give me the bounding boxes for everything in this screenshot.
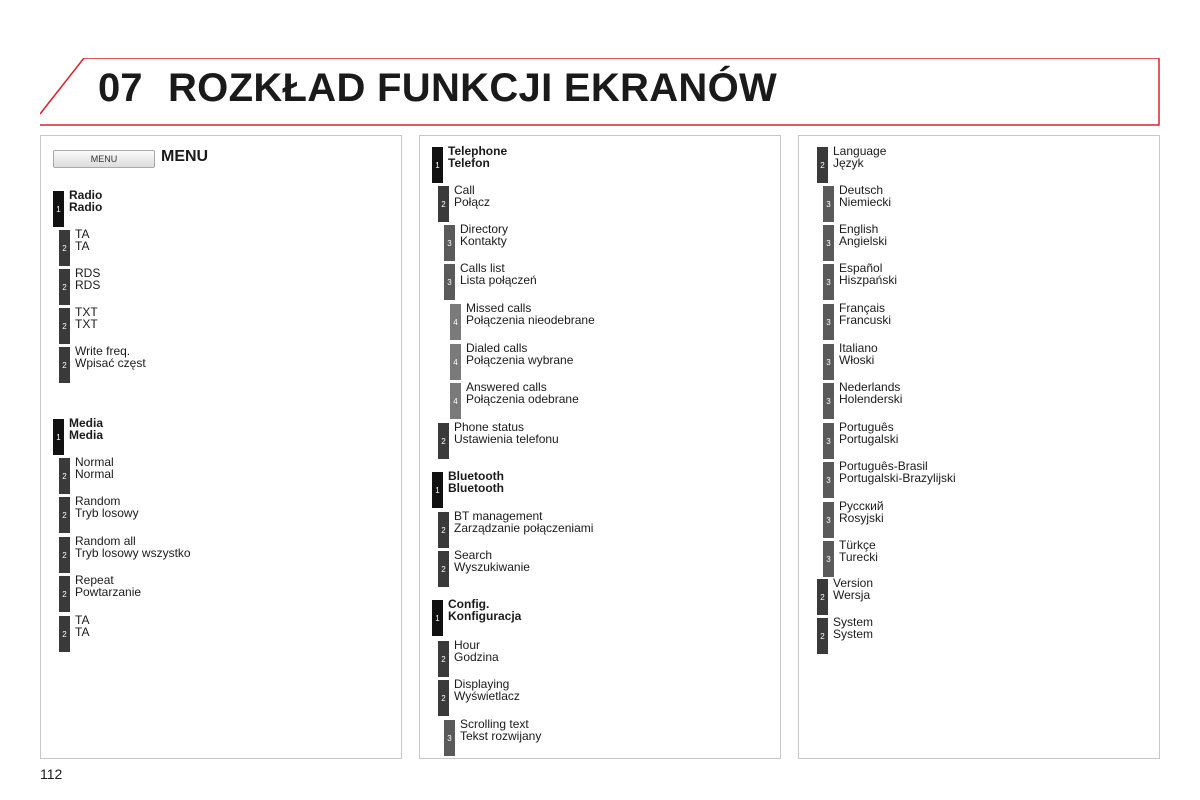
item-label-pl: Lista połączeń — [460, 273, 537, 287]
level-badge: 3 — [823, 264, 834, 300]
item-label-en: Version — [833, 576, 874, 590]
level-badge: 3 — [823, 225, 834, 261]
level-badge: 2 — [59, 458, 70, 494]
level-badge: 3 — [823, 304, 834, 340]
item-label-pl: Tryb losowy — [75, 506, 139, 520]
item-label-pl: Portugalski-Brazylijski — [839, 471, 956, 485]
item-label-pl: Połączenia nieodebrane — [466, 313, 595, 327]
item-label-en: English — [839, 222, 879, 236]
menu-item-text — [460, 262, 537, 286]
item-label-pl: Turecki — [839, 550, 878, 564]
level-badge: 2 — [438, 186, 449, 222]
level-badge: 3 — [823, 344, 834, 380]
menu-item-text — [833, 616, 873, 640]
level-badge: 3 — [823, 383, 834, 419]
item-label-en: Answered calls — [466, 380, 547, 394]
level-badge: 2 — [817, 579, 828, 615]
menu-item-text — [454, 678, 520, 702]
item-label-pl: Połącz — [454, 195, 491, 209]
level-badge: 2 — [59, 537, 70, 573]
item-label-pl: Angielski — [839, 234, 888, 248]
level-badge: 1 — [53, 191, 64, 227]
menu-item-text — [75, 574, 141, 598]
item-label-pl: Wyszukiwanie — [454, 560, 530, 574]
menu-item-text — [69, 417, 103, 441]
menu-item-text — [833, 145, 886, 169]
item-label-en: Phone status — [454, 420, 525, 434]
menu-item-text — [75, 267, 100, 291]
level-badge: 2 — [817, 618, 828, 654]
item-label-pl: Wersja — [833, 588, 871, 602]
item-label-en: Repeat — [75, 573, 114, 587]
item-label-en: Español — [839, 261, 883, 275]
menu-item-text — [839, 539, 878, 563]
level-badge: 3 — [823, 502, 834, 538]
item-label-pl: Zarządzanie połączeniami — [454, 521, 594, 535]
level-badge: 3 — [823, 186, 834, 222]
item-label-pl: Wpisać częst — [75, 356, 146, 370]
item-label-en: Normal — [75, 455, 114, 469]
item-label-pl: Ustawienia telefonu — [454, 432, 559, 446]
item-label-pl: Tryb losowy wszystko — [75, 546, 191, 560]
menu-item-text — [833, 577, 873, 601]
item-label-en: Random — [75, 494, 121, 508]
level-badge: 2 — [59, 616, 70, 652]
menu-item-text — [454, 549, 530, 573]
level-badge: 3 — [823, 423, 834, 459]
level-badge: 2 — [438, 641, 449, 677]
menu-item-text — [839, 500, 884, 524]
page-number: 112 — [40, 766, 63, 782]
menu-item-text — [839, 342, 878, 366]
menu-item-text — [454, 639, 499, 663]
item-label-en: Telephone — [448, 144, 508, 158]
menu-item-text — [454, 510, 593, 534]
menu-item-text — [75, 495, 139, 519]
menu-item-text — [460, 223, 508, 247]
level-badge: 2 — [59, 347, 70, 383]
item-label-pl: Normal — [75, 467, 114, 481]
item-label-pl: Konfiguracja — [448, 609, 522, 623]
level-badge: 4 — [450, 383, 461, 419]
item-label-pl: System — [833, 627, 874, 641]
item-label-pl: Kontakty — [460, 234, 507, 248]
level-badge: 2 — [59, 308, 70, 344]
menu-item-text — [448, 470, 504, 494]
item-label-en: TA — [75, 227, 90, 241]
item-label-en: Português — [839, 420, 894, 434]
item-label-en: Italiano — [839, 341, 878, 355]
item-label-en: Dialed calls — [466, 341, 528, 355]
page-title: ROZKŁAD FUNKCJI EKRANÓW — [168, 66, 778, 110]
menu-item-text — [75, 614, 89, 638]
page-header — [40, 58, 1160, 126]
level-badge: 2 — [438, 551, 449, 587]
item-label-pl: Godzina — [454, 650, 499, 664]
menu-item-text — [460, 718, 541, 742]
menu-item-text — [75, 306, 98, 330]
item-label-en: RDS — [75, 266, 101, 280]
item-label-en: Missed calls — [466, 301, 532, 315]
item-label-en: Displaying — [454, 677, 510, 691]
column-telephone-config — [419, 135, 781, 759]
item-label-en: BT management — [454, 509, 543, 523]
menu-item-text — [839, 262, 897, 286]
item-label-en: Bluetooth — [448, 469, 504, 483]
level-badge: 2 — [59, 497, 70, 533]
column-language-system — [798, 135, 1160, 759]
item-label-en: Random all — [75, 534, 136, 548]
item-label-en: Hour — [454, 638, 481, 652]
level-badge: 1 — [432, 472, 443, 508]
item-label-en: Türkçe — [839, 538, 876, 552]
item-label-pl: Hiszpański — [839, 273, 898, 287]
level-badge: 2 — [817, 147, 828, 183]
level-badge: 1 — [53, 419, 64, 455]
item-label-en: Français — [839, 301, 886, 315]
item-label-pl: Media — [69, 428, 104, 442]
item-label-en: System — [833, 615, 874, 629]
level-badge: 4 — [450, 344, 461, 380]
item-label-en: Call — [454, 183, 475, 197]
level-badge: 3 — [444, 225, 455, 261]
level-badge: 2 — [438, 423, 449, 459]
item-label-en: Search — [454, 548, 493, 562]
level-badge: 2 — [59, 269, 70, 305]
menu-item-text — [454, 421, 559, 445]
item-label-en: Português-Brasil — [839, 459, 928, 473]
menu-item-text — [75, 535, 191, 559]
level-badge: 3 — [823, 462, 834, 498]
menu-item-text — [839, 381, 902, 405]
item-label-en: Directory — [460, 222, 509, 236]
item-label-pl: Włoski — [839, 353, 875, 367]
item-label-en: Русский — [839, 499, 884, 513]
item-label-en: Write freq. — [75, 344, 131, 358]
menu-item-text — [466, 342, 573, 366]
item-label-pl: Niemiecki — [839, 195, 892, 209]
item-label-en: Media — [69, 416, 104, 430]
menu-item-text — [454, 184, 490, 208]
item-label-en: Config. — [448, 597, 490, 611]
item-label-pl: Francuski — [839, 313, 892, 327]
menu-item-text — [839, 302, 891, 326]
level-badge: 2 — [438, 512, 449, 548]
item-label-en: Scrolling text — [460, 717, 529, 731]
item-label-pl: Język — [833, 156, 864, 170]
menu-item-text — [448, 145, 507, 169]
level-badge: 4 — [450, 304, 461, 340]
menu-item-text — [466, 302, 595, 326]
menu-item-text — [466, 381, 579, 405]
item-label-pl: Holenderski — [839, 392, 903, 406]
item-label-en: Radio — [69, 188, 103, 202]
level-badge: 2 — [438, 680, 449, 716]
level-badge: 3 — [823, 541, 834, 577]
item-label-pl: RDS — [75, 278, 101, 292]
item-label-pl: Telefon — [448, 156, 490, 170]
item-label-pl: Rosyjski — [839, 511, 884, 525]
item-label-en: TXT — [75, 305, 98, 319]
chapter-number: 07 — [98, 66, 143, 110]
menu-item-text — [75, 228, 89, 252]
item-label-pl: TA — [75, 239, 90, 253]
level-badge: 1 — [432, 147, 443, 183]
item-label-pl: TXT — [75, 317, 98, 331]
menu-item-text — [839, 223, 887, 247]
menu-item-text — [75, 345, 146, 369]
menu-item-text — [839, 460, 956, 484]
item-label-pl: Powtarzanie — [75, 585, 142, 599]
item-label-pl: TA — [75, 625, 90, 639]
item-label-pl: Wyświetlacz — [454, 689, 520, 703]
item-label-en: Deutsch — [839, 183, 884, 197]
item-label-pl: Radio — [69, 200, 103, 214]
level-badge: 3 — [444, 720, 455, 756]
menu-item-text — [448, 598, 521, 622]
menu-item-text — [69, 189, 102, 213]
level-badge: 2 — [59, 230, 70, 266]
item-label-pl: Połączenia odebrane — [466, 392, 579, 406]
level-badge: 3 — [444, 264, 455, 300]
item-label-en: Language — [833, 144, 887, 158]
menu-label: MENU — [161, 148, 209, 165]
item-label-en: Calls list — [460, 261, 505, 275]
level-badge: 2 — [59, 576, 70, 612]
level-badge: 1 — [432, 600, 443, 636]
menu-item-text — [839, 184, 891, 208]
item-label-pl: Portugalski — [839, 432, 899, 446]
item-label-pl: Połączenia wybrane — [466, 353, 574, 367]
item-label-en: TA — [75, 613, 90, 627]
column-radio-media — [40, 135, 402, 759]
menu-item-text — [839, 421, 898, 445]
item-label-pl: Bluetooth — [448, 481, 504, 495]
menu-button[interactable]: MENU — [53, 150, 155, 168]
item-label-pl: Tekst rozwijany — [460, 729, 542, 743]
menu-item-text — [75, 456, 114, 480]
item-label-en: Nederlands — [839, 380, 901, 394]
